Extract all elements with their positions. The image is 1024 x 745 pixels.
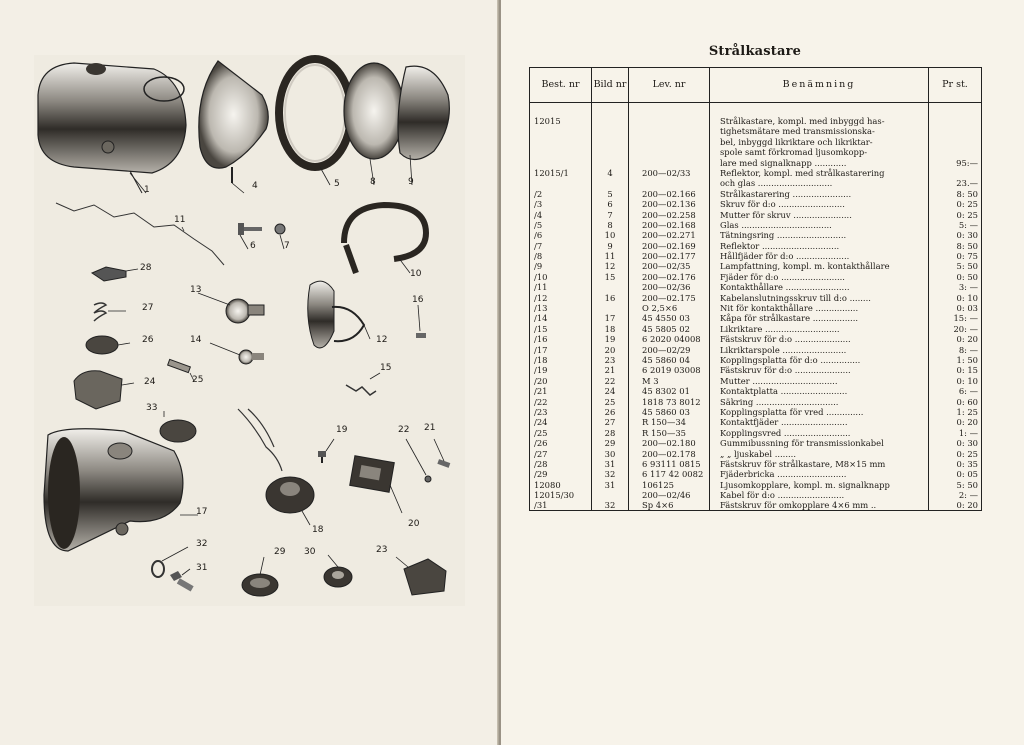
left-page [0,0,500,745]
cell-price: 1: 50 [956,354,978,365]
callout-26: 26 [142,335,154,345]
cell-benamning: Fästskruv för strålkastare, M8×15 mm [720,458,886,469]
cell-price: 2: — [958,490,978,501]
cell-lev-nr: 200—02.166 [642,188,696,199]
cell-best-nr: /25 [534,427,548,438]
cell-lev-nr: R 150—34 [642,417,686,428]
table-row [530,417,981,427]
table-row [530,407,981,417]
table-row [530,137,981,147]
cell-price: 0: 05 [956,469,978,480]
cell-best-nr: /5 [534,219,543,230]
cell-benamning: spole samt förkromad ljusomkopp- [720,147,868,158]
cell-bild-nr: 7 [607,209,613,220]
callout-20: 20 [408,519,420,529]
cell-price: 0: 75 [956,251,978,262]
header-benamning: Benämning [782,79,856,90]
callout-17: 17 [196,507,208,517]
cell-price: 8: — [958,344,978,355]
cell-lev-nr: 200—02.271 [642,230,696,241]
callout-30: 30 [304,547,316,557]
table-row [530,272,981,282]
callout-22: 22 [398,425,410,435]
cell-bild-nr: 31 [604,458,616,469]
cell-price: 0: 20 [956,500,978,511]
cell-best-nr: /24 [534,417,548,428]
cell-lev-nr: 6 2019 03008 [642,365,701,376]
cell-price: 0: 20 [956,417,978,428]
cell-benamning: Kontaktfjäder ......................... [720,417,848,428]
cell-bild-nr: 5 [607,188,613,199]
cell-lev-nr: 6 93111 0815 [642,458,701,469]
cell-benamning: tighetsmätare med transmissionska- [720,126,875,137]
table-row [530,469,981,479]
table-row [530,355,981,365]
callout-10: 10 [410,269,422,279]
table-row [530,490,981,500]
cell-bild-nr: 32 [604,500,616,511]
cell-price: 5: 50 [956,479,978,490]
cell-bild-nr: 8 [607,219,613,230]
cell-price: 95:— [956,157,978,168]
table-row [530,459,981,469]
cell-benamning: Kontaktplatta ......................... [720,386,848,397]
cell-bild-nr: 12 [604,261,616,272]
cell-benamning: Fästskruv för d:o ..................... [720,365,851,376]
header-lev-nr: Lev. nr [652,79,686,90]
part-sealing-ring [344,205,426,259]
cell-bild-nr: 18 [604,323,616,334]
cell-lev-nr: 1818 73 8012 [642,396,701,407]
cell-lev-nr: M 3 [642,375,659,386]
callout-11: 11 [174,215,186,225]
cell-price: 15: — [953,313,978,324]
callout-12: 12 [376,335,388,345]
cell-benamning: Kopplingsplatta för vred .............. [720,406,864,417]
cell-benamning: Mutter ................................ [720,375,838,386]
cell-lev-nr: 200—02/46 [642,490,691,501]
callout-16: 16 [412,295,424,305]
cell-bild-nr: 25 [604,396,616,407]
callout-33: 33 [146,403,158,413]
callout-21: 21 [424,423,436,433]
cell-best-nr: /27 [534,448,548,459]
table-row [530,251,981,261]
cell-lev-nr: 200—02.177 [642,251,696,262]
cell-price: 0: 25 [956,448,978,459]
cell-best-nr: /18 [534,354,548,365]
cell-benamning: Kåpa för strålkastare ................. [720,313,859,324]
cell-bild-nr: 10 [604,230,616,241]
cell-benamning: Kontakthållare ........................ [720,282,850,293]
cell-bild-nr: 32 [604,469,616,480]
cell-benamning: Hållfjäder för d:o .................... [720,251,850,262]
parts-drawing [34,55,465,606]
table-row [530,397,981,407]
table-row [530,158,981,168]
part-switch-knob [92,267,126,281]
cell-price: 0: 20 [956,334,978,345]
cell-best-nr: /29 [534,469,548,480]
cell-best-nr: /21 [534,386,548,397]
table-row [530,178,981,188]
table-row [530,480,981,490]
header-best-nr: Best. nr [541,79,580,90]
table-row [530,386,981,396]
callout-1: 1 [144,185,150,195]
table-row [530,230,981,240]
cell-lev-nr: 200—02.169 [642,240,696,251]
cell-lev-nr: R 150—35 [642,427,686,438]
cell-benamning: Kabelanslutningsskruv till d:o ........ [720,292,871,303]
cell-lev-nr: Sp 4×6 [642,500,674,511]
header-pr-st: Pr st. [942,79,968,90]
cell-benamning: Skruv för d:o ......................... [720,199,845,210]
table-row [530,241,981,251]
cell-benamning: Reflektor ............................. [720,240,840,251]
cell-best-nr: /15 [534,323,548,334]
callout-27: 27 [142,303,154,313]
cell-price: 0: 03 [956,303,978,314]
part-spring [346,385,376,395]
table-row [530,261,981,271]
table-row [530,220,981,230]
callout-23: 23 [376,545,388,555]
cell-lev-nr: 45 4550 03 [642,313,690,324]
cell-price: 0: 10 [956,292,978,303]
part-bulb-small [239,350,253,364]
cell-bild-nr: 24 [604,386,616,397]
cell-benamning: Fjäderbricka .......................... [720,469,847,480]
cell-best-nr: /14 [534,313,548,324]
cell-benamning: och glas ............................ [720,178,833,189]
cell-bild-nr: 31 [604,479,616,490]
cell-best-nr: /23 [534,406,548,417]
cell-bild-nr: 9 [607,240,613,251]
cell-lev-nr: 200—02.168 [642,219,696,230]
cell-bild-nr: 16 [604,292,616,303]
cell-best-nr: 12015/30 [534,490,575,501]
parts-table [529,67,982,511]
cell-price: 0: 10 [956,375,978,386]
cell-bild-nr: 26 [604,406,616,417]
table-row [530,376,981,386]
cell-price: 0: 25 [956,209,978,220]
callout-31: 31 [196,563,208,573]
cell-price: 23.— [956,178,978,189]
part-switch-plate [86,336,118,354]
cell-price: 1: 25 [956,406,978,417]
part-lamp-holder [308,281,334,348]
part-glass [344,63,404,159]
callout-32: 32 [196,539,208,549]
part-coupling-plate [404,559,446,595]
cell-bild-nr: 11 [604,251,616,262]
cell-price: 8: 50 [956,240,978,251]
part-spring-washer [152,561,164,577]
cell-bild-nr: 4 [607,167,613,178]
page-title: Strålkastare [708,44,802,59]
cell-price: 5: — [958,219,978,230]
cell-price: 0: 15 [956,365,978,376]
table-row [530,313,981,323]
part-fuse [168,359,191,372]
cell-lev-nr: 6 117 42 0082 [642,469,704,480]
cell-benamning: Strålkastarering ...................... [720,188,852,199]
table-row [530,126,981,136]
cell-best-nr: /7 [534,240,543,251]
cell-lev-nr: 200—02.180 [642,438,696,449]
cell-best-nr: /10 [534,271,548,282]
table-row [530,293,981,303]
callout-14: 14 [190,335,202,345]
table-row [530,345,981,355]
cell-benamning: Mutter för skruv ...................... [720,209,852,220]
table-body [530,116,981,511]
cell-benamning: Kabel för d:o ......................... [720,490,845,501]
cell-price: 0: 35 [956,458,978,469]
callout-6: 6 [250,241,256,251]
table-row [530,449,981,459]
callout-24: 24 [144,377,156,387]
cell-bild-nr: 17 [604,313,616,324]
callout-8: 8 [370,177,376,187]
cell-benamning: Gummibussning för transmissionkabel [720,438,884,449]
cell-benamning: bel, inbyggd likriktare och likriktar- [720,136,873,147]
cell-price: 5: 50 [956,261,978,272]
table-row [530,199,981,209]
cell-benamning: Kopplingsplatta för d:o ............... [720,354,861,365]
cell-benamning: Strålkastare, kompl. med inbyggd has- [720,116,885,126]
cell-lev-nr: 200—02/29 [642,344,691,355]
table-row [530,334,981,344]
callout-28: 28 [140,263,152,273]
callout-25: 25 [192,375,204,385]
cell-lev-nr: 200—02/35 [642,261,691,272]
table-row [530,189,981,199]
cell-bild-nr: 19 [604,334,616,345]
table-row [530,210,981,220]
cell-lev-nr: 6 2020 04008 [642,334,701,345]
cell-lev-nr: 200—02.175 [642,292,696,303]
cell-best-nr: /3 [534,199,543,210]
cell-lev-nr: 45 5860 04 [642,354,690,365]
header-bild-nr: Bild nr [593,79,627,90]
cell-price: 6: — [958,386,978,397]
table-row [530,500,981,510]
cell-best-nr: /12 [534,292,548,303]
table-row [530,147,981,157]
cell-best-nr: /19 [534,365,548,376]
table-row [530,365,981,375]
cell-best-nr: 12015/1 [534,167,569,178]
cell-best-nr: 12080 [534,479,561,490]
cell-lev-nr: 200—02.258 [642,209,696,220]
table-row [530,438,981,448]
cell-benamning: Fjäder för d:o ........................ [720,271,845,282]
cell-best-nr: /20 [534,375,548,386]
cell-best-nr: /16 [534,334,548,345]
callout-5: 5 [334,179,340,189]
cell-best-nr: /13 [534,303,548,314]
cell-benamning: Glas .................................. [720,219,832,230]
cell-benamning: Likriktare ............................ [720,323,840,334]
cell-price: 0: 30 [956,230,978,241]
cell-best-nr: /9 [534,261,543,272]
table-row [530,116,981,126]
table-row [530,428,981,438]
cell-best-nr: /26 [534,438,548,449]
cell-price: 0: 60 [956,396,978,407]
part-lamp-ring [279,59,351,167]
callout-29: 29 [274,547,286,557]
part-reflector [398,66,449,159]
table-row [530,282,981,292]
part-headlamp-housing [38,63,186,173]
cell-lev-nr: 200—02.178 [642,448,696,459]
cell-benamning: Ljusomkopplare, kompl. m. signalknapp [720,479,890,490]
table-row [530,168,981,178]
cell-benamning: Kopplingsvred ......................... [720,427,851,438]
cell-best-nr: /6 [534,230,543,241]
table-row [530,303,981,313]
cell-lev-nr: O 2,5×6 [642,303,678,314]
cell-price: 3: — [958,282,978,293]
cell-price: 8: 50 [956,188,978,199]
cell-bild-nr: 22 [604,375,616,386]
cell-benamning: lare med signalknapp ............ [720,157,847,168]
cell-bild-nr: 21 [604,365,616,376]
cell-lev-nr: 200—02/36 [642,282,691,293]
cell-price: 0: 25 [956,199,978,210]
cell-benamning: „ „ ljuskabel ........ [720,448,796,459]
cell-best-nr: /28 [534,458,548,469]
cell-best-nr: /11 [534,282,548,293]
cell-benamning: Fästskruv för omkopplare 4×6 mm .. [720,500,877,511]
cell-benamning: Tätningsring .......................... [720,230,847,241]
callout-19: 19 [336,425,348,435]
cell-bild-nr: 30 [604,448,616,459]
cell-benamning: Säkring ............................... [720,396,839,407]
part-contact-plate [74,371,122,409]
cell-bild-nr: 27 [604,417,616,428]
cell-bild-nr: 28 [604,427,616,438]
cell-benamning: Reflektor, kompl. med strålkastarering [720,167,885,178]
cell-best-nr: /2 [534,188,543,199]
exploded-parts-illustration [34,55,465,606]
cell-bild-nr: 15 [604,271,616,282]
part-bulb-large [226,299,250,323]
cell-best-nr: 12015 [534,116,561,126]
cell-lev-nr: 106125 [642,479,674,490]
cell-lev-nr: 45 5805 02 [642,323,690,334]
part-holding-spring [56,203,224,265]
cell-lev-nr: 45 5860 03 [642,406,690,417]
cell-best-nr: /31 [534,500,548,511]
callout-13: 13 [190,285,202,295]
part-contact-spring [94,303,106,321]
cell-lev-nr: 200—02.136 [642,199,696,210]
cell-lev-nr: 45 8302 01 [642,386,690,397]
part-disc [160,420,196,442]
cell-benamning: Nit för kontakthållare ................ [720,303,859,314]
cell-best-nr: /8 [534,251,543,262]
cell-lev-nr: 200—02.176 [642,271,696,282]
cell-bild-nr: 6 [607,199,613,210]
cell-price: 0: 30 [956,438,978,449]
cell-best-nr: /17 [534,344,548,355]
table-row [530,324,981,334]
part-reflector-complete [199,61,268,168]
callout-9: 9 [408,177,414,187]
callout-4: 4 [252,181,258,191]
cell-benamning: Fästskruv för d:o ..................... [720,334,851,345]
cell-bild-nr: 29 [604,438,616,449]
cell-bild-nr: 20 [604,344,616,355]
callout-15: 15 [380,363,392,373]
cell-bild-nr: 23 [604,354,616,365]
callout-18: 18 [312,525,324,535]
cell-price: 0: 50 [956,271,978,282]
cell-lev-nr: 200—02/33 [642,167,691,178]
cell-benamning: Lampfattning, kompl. m. kontakthållare [720,261,890,272]
cell-price: 1: — [958,427,978,438]
cell-best-nr: /4 [534,209,543,220]
cell-best-nr: /22 [534,396,548,407]
cell-price: 20: — [953,323,978,334]
cell-benamning: Likriktarspole ........................ [720,344,847,355]
callout-7: 7 [284,241,290,251]
